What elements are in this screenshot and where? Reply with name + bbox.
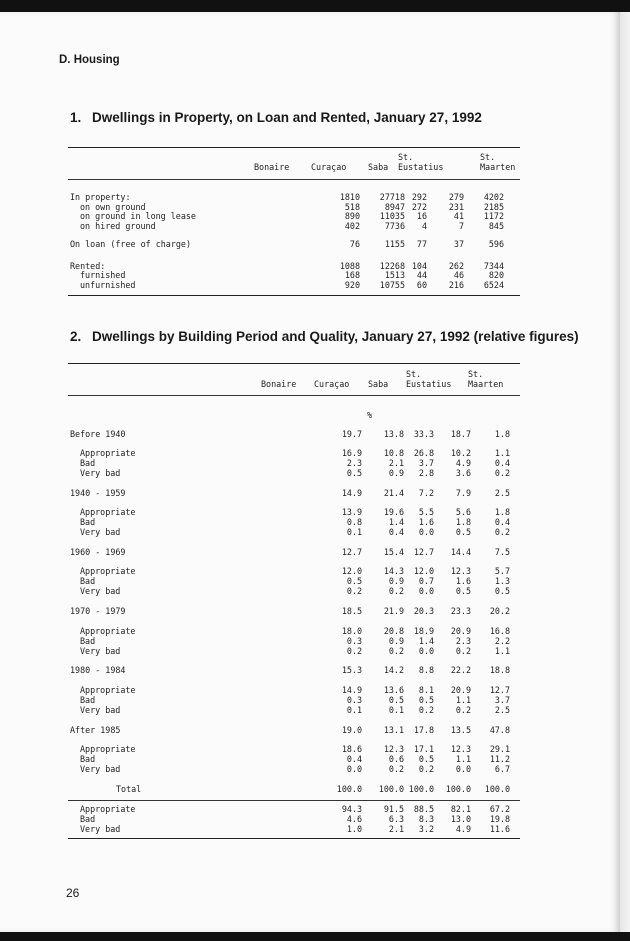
cell-value: 2.1: [388, 458, 404, 468]
cell-value: 1.0: [346, 824, 362, 834]
cell-value: 1.1: [455, 695, 471, 705]
row-label: Bad: [80, 576, 96, 586]
table-row: [68, 211, 520, 221]
cell-value: 2.5: [494, 705, 510, 715]
cell-value: 10.2: [450, 448, 471, 458]
table-row: [68, 814, 520, 824]
table2-top-rule: [68, 363, 520, 364]
cell-value: 13.5: [450, 725, 471, 735]
table2-title: [70, 329, 579, 344]
cell-value: 12.3: [383, 744, 404, 754]
cell-value: 0.6: [388, 754, 404, 764]
cell-value: 29.1: [489, 744, 510, 754]
cell-value: 11.6: [489, 824, 510, 834]
cell-value: 27718: [379, 192, 405, 202]
row-label: In property:: [70, 192, 131, 202]
table-row: [68, 488, 520, 498]
col-header-st-maarten-1: St.: [480, 152, 496, 162]
cell-value: 10.8: [383, 448, 404, 458]
table1-title-number: 1.: [70, 110, 82, 125]
cell-value: 20.9: [450, 626, 471, 636]
row-label: Appropriate: [80, 507, 136, 517]
row-label: Bad: [80, 517, 96, 527]
cell-value: 292: [411, 192, 427, 202]
page-edge: [620, 12, 630, 932]
cell-value: 596: [488, 239, 504, 249]
table2-bottom-rule: [68, 838, 520, 839]
cell-value: 4.9: [455, 824, 471, 834]
cell-value: 11.2: [489, 754, 510, 764]
cell-value: 0.1: [388, 705, 404, 715]
cell-value: 4202: [483, 192, 504, 202]
cell-value: 0.2: [418, 764, 434, 774]
cell-value: 0.7: [418, 576, 434, 586]
cell-value: 1.3: [494, 576, 510, 586]
cell-value: 8.3: [418, 814, 434, 824]
cell-value: 0.0: [418, 646, 434, 656]
table2-header-rule: [68, 395, 520, 396]
cell-value: 13.1: [383, 725, 404, 735]
cell-value: 0.0: [418, 527, 434, 537]
row-label: Very bad: [80, 468, 121, 478]
cell-value: 4: [421, 221, 427, 231]
cell-value: 4.9: [455, 458, 471, 468]
cell-value: 19.0: [341, 725, 362, 735]
cell-value: 18.6: [341, 744, 362, 754]
cell-value: 7.2: [418, 488, 434, 498]
table2-header: [68, 369, 520, 391]
cell-value: 13.6: [383, 685, 404, 695]
total-row: [68, 784, 520, 794]
col-header-saba: Saba: [368, 162, 389, 172]
cell-value: 7736: [384, 221, 405, 231]
cell-value: 23.3: [450, 606, 471, 616]
cell-value: 11035: [379, 211, 405, 221]
cell-value: 20.2: [489, 606, 510, 616]
cell-value: 12.7: [341, 547, 362, 557]
table1-title: [70, 110, 482, 125]
cell-value: 0.0: [346, 764, 362, 774]
table-row: [68, 636, 520, 646]
cell-value: 12268: [379, 261, 405, 271]
cell-value: 920: [344, 280, 360, 290]
row-label: Bad: [80, 754, 96, 764]
cell-value: 1810: [339, 192, 360, 202]
cell-value: 60: [416, 280, 427, 290]
cell-value: 15.4: [383, 547, 404, 557]
cell-value: 0.0: [455, 764, 471, 774]
cell-value: 2.3: [346, 458, 362, 468]
table-row: [68, 239, 520, 249]
table-row: [68, 804, 520, 814]
cell-value: 0.8: [346, 517, 362, 527]
row-label: Before 1940: [70, 429, 126, 439]
table1-header-rule: [68, 179, 520, 180]
cell-value: 14.2: [383, 665, 404, 675]
cell-value: 0.5: [455, 527, 471, 537]
percent-unit: %: [367, 410, 373, 420]
cell-value: 8.1: [418, 685, 434, 695]
table-row: [68, 448, 520, 458]
table-row: [68, 695, 520, 705]
table-row: [68, 547, 520, 557]
cell-value: 19.8: [489, 814, 510, 824]
cell-value: 0.1: [346, 705, 362, 715]
cell-value: 2.1: [388, 824, 404, 834]
cell-value: 0.2: [388, 586, 404, 596]
col-header-st-maarten-1: St.: [468, 369, 484, 379]
row-label: Very bad: [80, 646, 121, 656]
cell-value: 67.2: [489, 804, 510, 814]
cell-value: 1.8: [494, 429, 510, 439]
cell-value: 0.4: [494, 517, 510, 527]
cell-value: 1.1: [455, 754, 471, 764]
row-label: on ground in long lease: [80, 211, 196, 221]
cell-value: 0.3: [346, 695, 362, 705]
row-label: on own ground: [80, 202, 146, 212]
col-header-st-maarten-2: Maarten: [480, 162, 516, 172]
row-label: Rented:: [70, 261, 106, 271]
col-header-saba: Saba: [368, 379, 389, 389]
cell-value: 0.5: [418, 754, 434, 764]
cell-value: 7.9: [455, 488, 471, 498]
cell-value: 5.6: [455, 507, 471, 517]
table2-total-rule: [68, 800, 520, 801]
table-row: [68, 586, 520, 596]
cell-value: 13.8: [383, 429, 404, 439]
cell-value: 0.4: [388, 527, 404, 537]
cell-value: 44: [416, 270, 427, 280]
row-label: on hired ground: [80, 221, 156, 231]
cell-value: 41: [453, 211, 464, 221]
cell-value: 12.0: [413, 566, 434, 576]
cell-value: 3.7: [494, 695, 510, 705]
cell-value: 12.0: [341, 566, 362, 576]
cell-value: 14.9: [341, 685, 362, 695]
cell-value: 100.0: [408, 784, 434, 794]
table-row: [68, 725, 520, 735]
row-label: Appropriate: [80, 566, 136, 576]
col-header-st-eustatius-1: St.: [406, 369, 422, 379]
cell-value: 1.4: [388, 517, 404, 527]
cell-value: 94.3: [341, 804, 362, 814]
row-label: Bad: [80, 695, 96, 705]
row-label: 1940 - 1959: [70, 488, 126, 498]
cell-value: 0.9: [388, 636, 404, 646]
cell-value: 0.9: [388, 576, 404, 586]
cell-value: 0.2: [455, 705, 471, 715]
row-label: Bad: [80, 814, 96, 824]
cell-value: 0.9: [388, 468, 404, 478]
cell-value: 14.4: [450, 547, 471, 557]
row-label: Bad: [80, 636, 96, 646]
cell-value: 18.7: [450, 429, 471, 439]
table-row: [68, 685, 520, 695]
cell-value: 272: [411, 202, 427, 212]
cell-value: 47.8: [489, 725, 510, 735]
cell-value: 13.9: [341, 507, 362, 517]
cell-value: 1.8: [455, 517, 471, 527]
cell-value: 820: [488, 270, 504, 280]
cell-value: 0.2: [346, 586, 362, 596]
table-row: [68, 458, 520, 468]
row-label: Bad: [80, 458, 96, 468]
table-row: [68, 824, 520, 834]
cell-value: 12.3: [450, 566, 471, 576]
cell-value: 6.7: [494, 764, 510, 774]
cell-value: 1.6: [418, 517, 434, 527]
unit-label-row: [68, 410, 520, 420]
table-row: [68, 646, 520, 656]
cell-value: 890: [344, 211, 360, 221]
col-header-curacao: Curaçao: [311, 162, 347, 172]
row-label: Appropriate: [80, 685, 136, 695]
page-number: 26: [66, 886, 80, 900]
cell-value: 0.5: [418, 695, 434, 705]
cell-value: 0.2: [455, 646, 471, 656]
cell-value: 18.5: [341, 606, 362, 616]
table-row: [68, 280, 520, 290]
row-label: Total: [116, 784, 142, 794]
table-row: [68, 705, 520, 715]
cell-value: 19.6: [383, 507, 404, 517]
table-row: [68, 576, 520, 586]
table-row: [68, 566, 520, 576]
row-label: 1980 - 1984: [70, 665, 126, 675]
cell-value: 1172: [483, 211, 504, 221]
cell-value: 231: [448, 202, 464, 212]
cell-value: 16.8: [489, 626, 510, 636]
row-label: Appropriate: [80, 744, 136, 754]
table-row: [68, 270, 520, 280]
row-label: Very bad: [80, 764, 121, 774]
table1-header: [68, 152, 520, 174]
table-row: [68, 744, 520, 754]
cell-value: 0.5: [388, 695, 404, 705]
cell-value: 0.2: [494, 527, 510, 537]
cell-value: 77: [416, 239, 427, 249]
table2-title-number: 2.: [70, 329, 82, 344]
cell-value: 26.8: [413, 448, 434, 458]
cell-value: 168: [344, 270, 360, 280]
cell-value: 76: [349, 239, 360, 249]
table-row: [68, 517, 520, 527]
row-label: furnished: [80, 270, 126, 280]
cell-value: 100.0: [378, 784, 404, 794]
cell-value: 17.1: [413, 744, 434, 754]
table-row: [68, 429, 520, 439]
cell-value: 6524: [483, 280, 504, 290]
cell-value: 0.2: [388, 764, 404, 774]
cell-value: 0.4: [346, 754, 362, 764]
cell-value: 1.1: [494, 448, 510, 458]
cell-value: 14.3: [383, 566, 404, 576]
table-row: [68, 507, 520, 517]
row-label: Very bad: [80, 705, 121, 715]
table2-title-text: Dwellings by Building Period and Quality, January 27, 1992 (relative figures): [92, 329, 579, 344]
cell-value: 7: [458, 221, 464, 231]
cell-value: 1.8: [494, 507, 510, 517]
cell-value: 100.0: [445, 784, 471, 794]
cell-value: 1.4: [418, 636, 434, 646]
table-row: [68, 192, 520, 202]
cell-value: 17.8: [413, 725, 434, 735]
cell-value: 0.5: [346, 576, 362, 586]
table-row: [68, 626, 520, 636]
cell-value: 2.3: [455, 636, 471, 646]
cell-value: 0.0: [418, 586, 434, 596]
cell-value: 12.7: [413, 547, 434, 557]
cell-value: 22.2: [450, 665, 471, 675]
table1-top-rule: [68, 147, 520, 148]
section-heading: D. Housing: [59, 54, 120, 66]
document-page: [0, 12, 620, 932]
cell-value: 1.1: [494, 646, 510, 656]
cell-value: 6.3: [388, 814, 404, 824]
cell-value: 1513: [384, 270, 405, 280]
cell-value: 104: [411, 261, 427, 271]
col-header-bonaire: Bonaire: [254, 162, 290, 172]
table-row: [68, 606, 520, 616]
col-header-st-eustatius-1: St.: [398, 152, 414, 162]
table-row: [68, 221, 520, 231]
cell-value: 8947: [384, 202, 405, 212]
cell-value: 0.5: [494, 586, 510, 596]
col-header-st-eustatius-2: Eustatius: [406, 379, 452, 389]
cell-value: 20.8: [383, 626, 404, 636]
cell-value: 8.8: [418, 665, 434, 675]
row-label: Very bad: [80, 527, 121, 537]
row-label: 1970 - 1979: [70, 606, 126, 616]
col-header-st-eustatius-2: Eustatius: [398, 162, 444, 172]
cell-value: 3.2: [418, 824, 434, 834]
row-label: Appropriate: [80, 626, 136, 636]
cell-value: 0.2: [494, 468, 510, 478]
cell-value: 46: [453, 270, 464, 280]
cell-value: 1088: [339, 261, 360, 271]
cell-value: 21.4: [383, 488, 404, 498]
col-header-st-maarten-2: Maarten: [468, 379, 504, 389]
table-row: [68, 764, 520, 774]
cell-value: 10755: [379, 280, 405, 290]
cell-value: 1.6: [455, 576, 471, 586]
cell-value: 0.2: [418, 705, 434, 715]
cell-value: 5.5: [418, 507, 434, 517]
table-row: [68, 665, 520, 675]
cell-value: 12.7: [489, 685, 510, 695]
cell-value: 2.8: [418, 468, 434, 478]
cell-value: 0.1: [346, 527, 362, 537]
row-label: Very bad: [80, 824, 121, 834]
cell-value: 0.5: [455, 586, 471, 596]
cell-value: 0.2: [388, 646, 404, 656]
cell-value: 37: [453, 239, 464, 249]
cell-value: 845: [488, 221, 504, 231]
cell-value: 88.5: [413, 804, 434, 814]
row-label: 1960 - 1969: [70, 547, 126, 557]
table1-bottom-rule: [68, 295, 520, 296]
cell-value: 91.5: [383, 804, 404, 814]
cell-value: 3.6: [455, 468, 471, 478]
cell-value: 82.1: [450, 804, 471, 814]
cell-value: 2185: [483, 202, 504, 212]
cell-value: 0.2: [346, 646, 362, 656]
cell-value: 14.9: [341, 488, 362, 498]
cell-value: 2.2: [494, 636, 510, 646]
cell-value: 16: [416, 211, 427, 221]
row-label: unfurnished: [80, 280, 136, 290]
cell-value: 216: [448, 280, 464, 290]
cell-value: 100.0: [336, 784, 362, 794]
cell-value: 13.0: [450, 814, 471, 824]
cell-value: 1155: [384, 239, 405, 249]
cell-value: 279: [448, 192, 464, 202]
cell-value: 402: [344, 221, 360, 231]
table-row: [68, 468, 520, 478]
row-label: Appropriate: [80, 804, 136, 814]
cell-value: 18.8: [489, 665, 510, 675]
cell-value: 7344: [483, 261, 504, 271]
cell-value: 19.7: [341, 429, 362, 439]
cell-value: 18.0: [341, 626, 362, 636]
cell-value: 15.3: [341, 665, 362, 675]
cell-value: 16.9: [341, 448, 362, 458]
cell-value: 7.5: [494, 547, 510, 557]
cell-value: 100.0: [484, 784, 510, 794]
table1-title-text: Dwellings in Property, on Loan and Rented, January 27, 1992: [92, 110, 482, 125]
table-row: [68, 527, 520, 537]
cell-value: 20.3: [413, 606, 434, 616]
cell-value: 18.9: [413, 626, 434, 636]
cell-value: 20.9: [450, 685, 471, 695]
cell-value: 262: [448, 261, 464, 271]
row-label: On loan (free of charge): [70, 239, 192, 249]
col-header-curacao: Curaçao: [314, 379, 350, 389]
col-header-bonaire: Bonaire: [261, 379, 297, 389]
cell-value: 0.5: [346, 468, 362, 478]
cell-value: 518: [344, 202, 360, 212]
row-label: After 1985: [70, 725, 121, 735]
cell-value: 4.6: [346, 814, 362, 824]
row-label: Very bad: [80, 586, 121, 596]
cell-value: 3.7: [418, 458, 434, 468]
cell-value: 33.3: [413, 429, 434, 439]
cell-value: 21.9: [383, 606, 404, 616]
cell-value: 12.3: [450, 744, 471, 754]
cell-value: 0.3: [346, 636, 362, 646]
cell-value: 5.7: [494, 566, 510, 576]
cell-value: 0.4: [494, 458, 510, 468]
table-row: [68, 754, 520, 764]
row-label: Appropriate: [80, 448, 136, 458]
cell-value: 2.5: [494, 488, 510, 498]
